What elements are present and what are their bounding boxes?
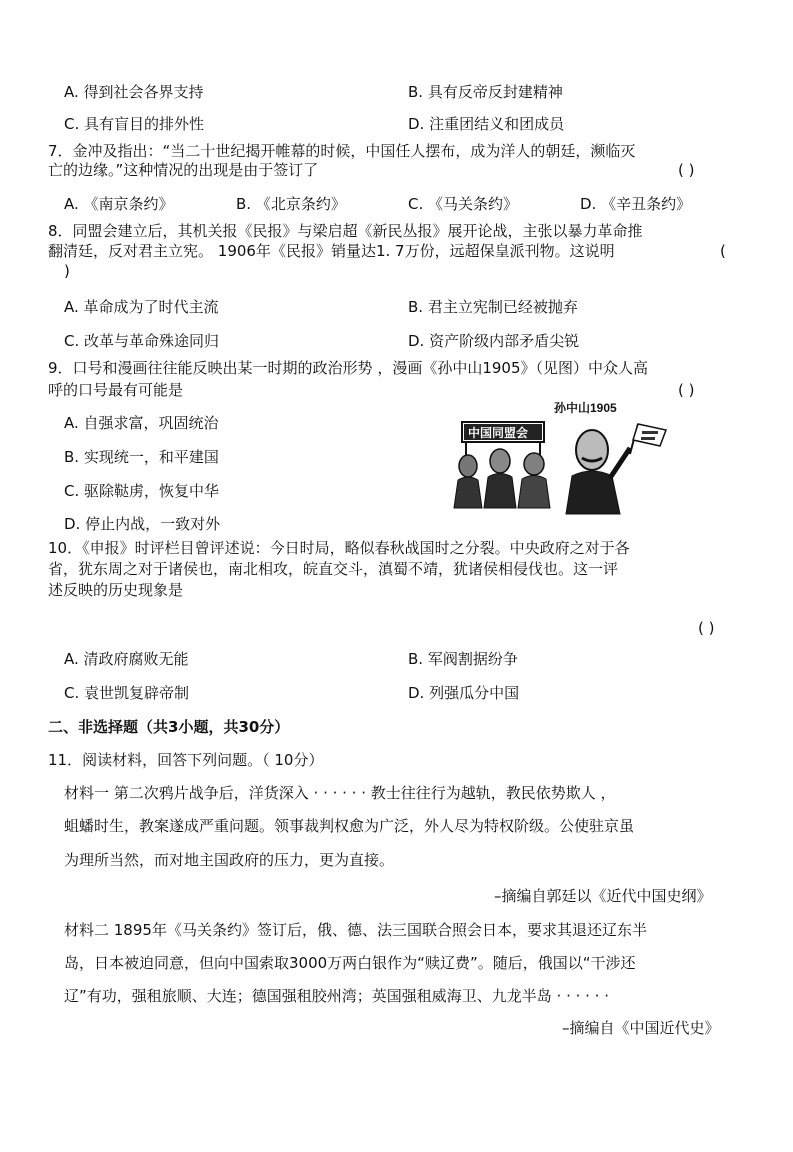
cartoon-illustration xyxy=(452,398,674,516)
q8-stem-line2: 翻清廷，反对君主立宪。 1906年《民报》销量达1. 7万份，远超保皇派刊物。这说明 xyxy=(48,242,615,260)
q10-stem-line1: 10．《申报》时评栏目曾评述说：今日时局，略似春秋战国时之分裂。中央政府之对于各 xyxy=(48,539,630,557)
q8-option-d: D. 资产阶级内部矛盾尖锐 xyxy=(408,332,580,350)
q7-option-d: D. 《辛丑条约》 xyxy=(580,195,692,213)
q11-stem: 11．阅读材料，回答下列问题。（ 10分） xyxy=(48,751,324,769)
q10-option-c: C. 袁世凯复辟帝制 xyxy=(64,684,190,702)
q6-option-d: D. 注重团结义和团成员 xyxy=(408,115,565,133)
q10-option-a: A. 清政府腐败无能 xyxy=(64,650,189,668)
q10-stem-line2: 省，犹东周之对于诸侯也，南北相攻，皖直交斗，滇蜀不靖，犹诸侯相侵伐也。这一评 xyxy=(48,560,619,578)
material-2-line1: 材料二 1895年《马关条约》签订后，俄、德、法三国联合照会日本，要求其退还辽东半 xyxy=(64,921,647,939)
q7-option-b: B. 《北京条约》 xyxy=(236,195,346,213)
q8-bracket-open: ( xyxy=(720,242,726,260)
q8-bracket-close: ) xyxy=(64,262,70,280)
q8-option-a: A. 革命成为了时代主流 xyxy=(64,298,219,316)
q9-option-b: B. 实现统一，和平建国 xyxy=(64,448,219,466)
cartoon-title: 孙中山1905 xyxy=(554,401,617,415)
q10-option-d: D. 列强瓜分中国 xyxy=(408,684,520,702)
q10-stem-line3: 述反映的历史现象是 xyxy=(48,581,184,599)
material-2-line2: 岛，日本被迫同意，但向中国索取3000万两白银作为“赎辽费”。随后，俄国以“干涉还 xyxy=(64,954,636,972)
hand-flag xyxy=(630,424,666,454)
q10-answer-bracket: ( ) xyxy=(698,619,715,637)
cartoon-banner-text: 中国同盟会 xyxy=(468,426,529,440)
material-2-line3: 辽”有功，强租旅顺、大连；德国强租胶州湾；英国强租威海卫、九龙半岛 · · · · · · xyxy=(64,987,609,1005)
material-2-source: –摘编自《中国近代史》 xyxy=(562,1019,720,1037)
q9-option-c: C. 驱除鞑虏，恢复中华 xyxy=(64,482,220,500)
sun-yat-sen-figure xyxy=(566,430,630,514)
q10-option-b: B. 军阀割据纷争 xyxy=(408,650,518,668)
crowd-figure-2 xyxy=(484,449,516,508)
sun-yat-sen-1905-cartoon xyxy=(452,398,674,516)
q9-option-a: A. 自强求富，巩固统治 xyxy=(64,414,219,432)
q9-stem-line2: 呼的口号最有可能是 xyxy=(48,381,184,399)
q8-option-b: B. 君主立宪制已经被抛弃 xyxy=(408,298,578,316)
material-1-line2: 蛆蟠时生，教案遂成严重问题。领事裁判权愈为广泛，外人尽为特权阶级。公使驻京虽 xyxy=(64,817,635,835)
material-1-source: –摘编自郭廷以《近代中国史纲》 xyxy=(494,887,712,905)
q9-stem-line1: 9．口号和漫画往往能反映出某一时期的政治形势 ，漫画《孙中山1905》（见图）中众人高 xyxy=(48,359,648,377)
q7-stem-line1: 7．金冲及指出：“当二十世纪揭开帷幕的时候，中国任人摆布，成为洋人的朝廷，濒临灭 xyxy=(48,142,636,160)
material-1-line3: 为理所当然，而对地主国政府的压力，更为直接。 xyxy=(64,851,395,869)
section-heading: 二、非选择题（共3小题，共30分） xyxy=(48,718,290,736)
q7-answer-bracket: ( ) xyxy=(678,161,695,179)
q7-stem-line2: 亡的边缘。”这种情况的出现是由于签订了 xyxy=(48,161,319,179)
q7-option-a: A. 《南京条约》 xyxy=(64,195,174,213)
crowd-figure-1 xyxy=(454,455,482,508)
q6-option-b: B. 具有反帝反封建精神 xyxy=(408,83,563,101)
q6-option-c: C. 具有盲目的排外性 xyxy=(64,115,205,133)
crowd-figure-3 xyxy=(518,453,550,508)
q6-option-a: A. 得到社会各界支持 xyxy=(64,83,204,101)
q8-option-c: C. 改革与革命殊途同归 xyxy=(64,332,220,350)
q8-stem-line1: 8．同盟会建立后，其机关报《民报》与梁启超《新民丛报》展开论战，主张以暴力革命推 xyxy=(48,222,643,240)
q7-option-c: C. 《马关条约》 xyxy=(408,195,519,213)
q9-answer-bracket: ( ) xyxy=(678,381,695,399)
material-1-line1: 材料一 第二次鸦片战争后，洋货深入 · · · · · · 教士往往行为越轨，教民依势欺人 ， xyxy=(64,784,616,802)
q9-option-d: D. 停止内战，一致对外 xyxy=(64,515,221,533)
